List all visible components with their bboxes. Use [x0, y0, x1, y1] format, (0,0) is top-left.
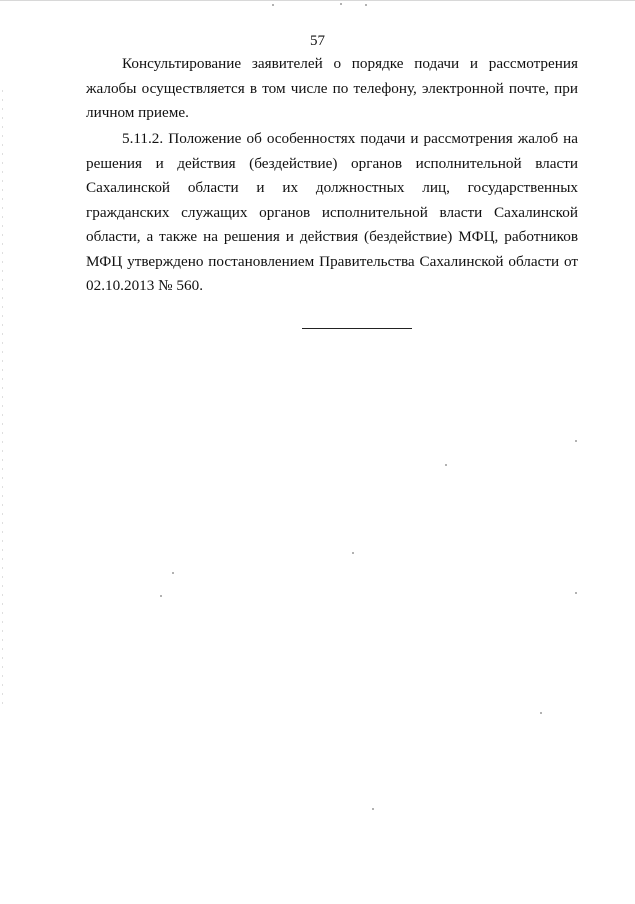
- scan-speck: [352, 552, 354, 554]
- scan-speck: [172, 572, 174, 574]
- scan-speck: [272, 4, 274, 6]
- scan-speck: [575, 440, 577, 442]
- scan-edge-top: [0, 0, 635, 1]
- scan-speck: [365, 4, 367, 6]
- scan-speck: [540, 712, 542, 714]
- scan-edge-left: [2, 90, 3, 710]
- closing-separator-line: [302, 328, 412, 329]
- scan-speck: [340, 3, 342, 5]
- paragraph-5-11-2: [86, 127, 578, 299]
- scan-speck: [160, 595, 162, 597]
- page-number: 57: [310, 33, 325, 49]
- paragraph-consultation: [86, 52, 578, 126]
- scan-speck: [372, 808, 374, 810]
- scan-speck: [445, 464, 447, 466]
- paragraph-text: 5.11.2. Положение об особенностях подачи и рассмотрения жалоб на решения и действия (бездействие) органов исполнительной власти Сахалинской области и их должностных лиц, государственных гражданских служащих органов исполнительной власти Сахалинской области, а также на решения и действия (бездействие) МФЦ, работников МФЦ утверждено постановлением Правительства Сахалинской области от 02.10.2013 № 560.: [86, 130, 578, 294]
- scan-speck: [575, 592, 577, 594]
- paragraph-text: Консультирование заявителей о порядке подачи и рассмотрения жалобы осуществляется в том числе по телефону, электронной почте, при личном приеме.: [86, 55, 578, 121]
